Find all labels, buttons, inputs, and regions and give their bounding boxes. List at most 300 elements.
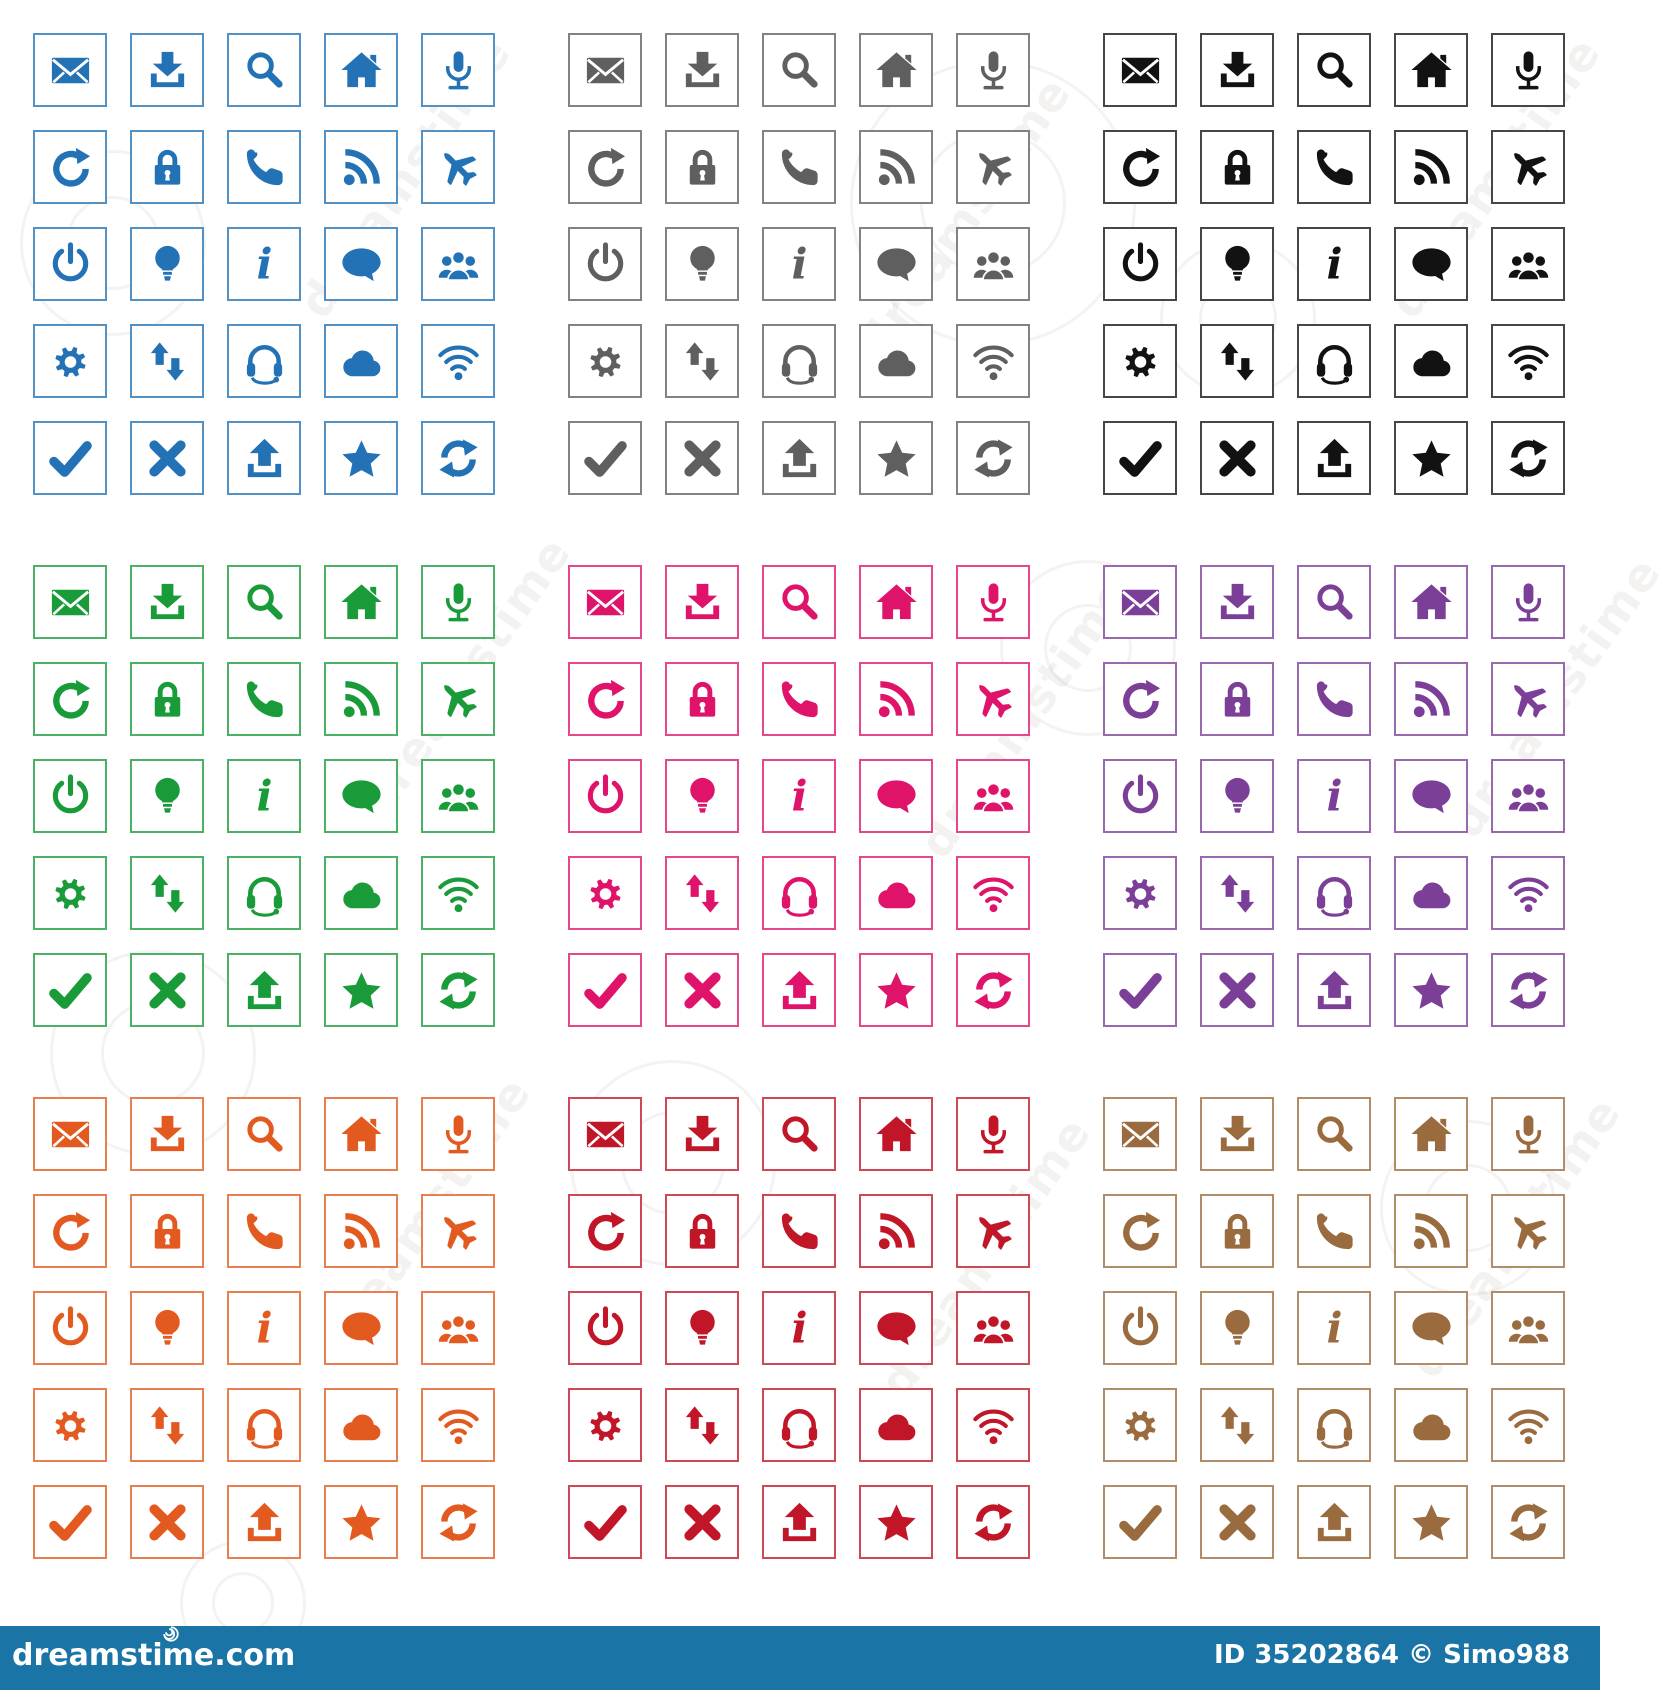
phone-icon bbox=[1311, 676, 1358, 723]
black-wifi-icon-cell bbox=[1491, 324, 1565, 398]
orange-reload-icon-cell bbox=[33, 1194, 107, 1268]
sync-icon bbox=[1505, 967, 1552, 1014]
pink-home-icon-cell bbox=[859, 565, 933, 639]
purple-headset-icon-cell bbox=[1297, 856, 1371, 930]
gray-lightbulb-icon-cell bbox=[665, 227, 739, 301]
green-transfer-arrows-icon-cell bbox=[130, 856, 204, 930]
transfer-arrows-icon bbox=[1214, 338, 1261, 385]
info-icon bbox=[241, 241, 288, 288]
orange-cross-icon-cell bbox=[130, 1485, 204, 1559]
green-mail-icon-cell bbox=[33, 565, 107, 639]
black-check-icon-cell bbox=[1103, 421, 1177, 495]
wifi-icon bbox=[435, 870, 482, 917]
purple-home-icon-cell bbox=[1394, 565, 1468, 639]
pink-info-icon-cell bbox=[762, 759, 836, 833]
search-icon bbox=[776, 579, 823, 626]
rss-icon bbox=[873, 144, 920, 191]
purple-cross-icon-cell bbox=[1200, 953, 1274, 1027]
orange-users-icon-cell bbox=[421, 1291, 495, 1365]
check-icon bbox=[47, 967, 94, 1014]
upload-icon bbox=[1311, 435, 1358, 482]
purple-cloud-icon-cell bbox=[1394, 856, 1468, 930]
cross-icon bbox=[679, 1499, 726, 1546]
power-icon bbox=[47, 1305, 94, 1352]
pink-lock-icon-cell bbox=[665, 662, 739, 736]
lightbulb-icon bbox=[1214, 1305, 1261, 1352]
airplane-icon bbox=[970, 676, 1017, 723]
gray-wifi-icon-cell bbox=[956, 324, 1030, 398]
cross-icon bbox=[679, 967, 726, 1014]
cross-icon bbox=[1214, 967, 1261, 1014]
green-lock-icon-cell bbox=[130, 662, 204, 736]
brown-download-icon-cell bbox=[1200, 1097, 1274, 1171]
gray-phone-icon-cell bbox=[762, 130, 836, 204]
lightbulb-icon bbox=[1214, 241, 1261, 288]
mail-icon bbox=[582, 47, 629, 94]
pink-star-icon-cell bbox=[859, 953, 933, 1027]
lightbulb-icon bbox=[144, 773, 191, 820]
gray-headset-icon-cell bbox=[762, 324, 836, 398]
blue-cloud-icon-cell bbox=[324, 324, 398, 398]
brown-transfer-arrows-icon-cell bbox=[1200, 1388, 1274, 1462]
black-star-icon-cell bbox=[1394, 421, 1468, 495]
black-transfer-arrows-icon-cell bbox=[1200, 324, 1274, 398]
brown-upload-icon-cell bbox=[1297, 1485, 1371, 1559]
check-icon bbox=[1117, 1499, 1164, 1546]
brown-lock-icon-cell bbox=[1200, 1194, 1274, 1268]
sync-icon bbox=[1505, 1499, 1552, 1546]
gear-icon bbox=[582, 870, 629, 917]
orange-search-icon-cell bbox=[227, 1097, 301, 1171]
pink-wifi-icon-cell bbox=[956, 856, 1030, 930]
transfer-arrows-icon bbox=[679, 870, 726, 917]
phone-icon bbox=[241, 1208, 288, 1255]
check-icon bbox=[582, 1499, 629, 1546]
black-rss-icon-cell bbox=[1394, 130, 1468, 204]
pink-search-icon-cell bbox=[762, 565, 836, 639]
purple-transfer-arrows-icon-cell bbox=[1200, 856, 1274, 930]
green-cloud-icon-cell bbox=[324, 856, 398, 930]
info-icon bbox=[241, 773, 288, 820]
purple-airplane-icon-cell bbox=[1491, 662, 1565, 736]
brown-info-icon-cell bbox=[1297, 1291, 1371, 1365]
home-icon bbox=[873, 47, 920, 94]
mail-icon bbox=[1117, 47, 1164, 94]
cross-icon bbox=[144, 1499, 191, 1546]
red-lock-icon-cell bbox=[665, 1194, 739, 1268]
users-icon bbox=[970, 241, 1017, 288]
lightbulb-icon bbox=[144, 241, 191, 288]
transfer-arrows-icon bbox=[1214, 870, 1261, 917]
chat-icon bbox=[873, 773, 920, 820]
pink-download-icon-cell bbox=[665, 565, 739, 639]
orange-rss-icon-cell bbox=[324, 1194, 398, 1268]
blue-lock-icon-cell bbox=[130, 130, 204, 204]
blue-info-icon-cell bbox=[227, 227, 301, 301]
phone-icon bbox=[776, 144, 823, 191]
info-icon bbox=[241, 1305, 288, 1352]
pink-cloud-icon-cell bbox=[859, 856, 933, 930]
home-icon bbox=[338, 47, 385, 94]
blue-download-icon-cell bbox=[130, 33, 204, 107]
brown-check-icon-cell bbox=[1103, 1485, 1177, 1559]
orange-mail-icon-cell bbox=[33, 1097, 107, 1171]
lock-icon bbox=[679, 676, 726, 723]
pink-upload-icon-cell bbox=[762, 953, 836, 1027]
lightbulb-icon bbox=[679, 241, 726, 288]
green-users-icon-cell bbox=[421, 759, 495, 833]
wifi-icon bbox=[970, 1402, 1017, 1449]
pink-sync-icon-cell bbox=[956, 953, 1030, 1027]
gear-icon bbox=[47, 870, 94, 917]
blue-microphone-icon-cell bbox=[421, 33, 495, 107]
wifi-icon bbox=[1505, 870, 1552, 917]
home-icon bbox=[1408, 1111, 1455, 1158]
purple-users-icon-cell bbox=[1491, 759, 1565, 833]
airplane-icon bbox=[435, 676, 482, 723]
purple-check-icon-cell bbox=[1103, 953, 1177, 1027]
brown-lightbulb-icon-cell bbox=[1200, 1291, 1274, 1365]
cloud-icon bbox=[338, 338, 385, 385]
brown-sync-icon-cell bbox=[1491, 1485, 1565, 1559]
red-transfer-arrows-icon-cell bbox=[665, 1388, 739, 1462]
blue-power-icon-cell bbox=[33, 227, 107, 301]
microphone-icon bbox=[970, 579, 1017, 626]
rss-icon bbox=[338, 676, 385, 723]
lightbulb-icon bbox=[1214, 773, 1261, 820]
brown-phone-icon-cell bbox=[1297, 1194, 1371, 1268]
reload-icon bbox=[1117, 676, 1164, 723]
star-icon bbox=[1408, 1499, 1455, 1546]
blue-lightbulb-icon-cell bbox=[130, 227, 204, 301]
gray-search-icon-cell bbox=[762, 33, 836, 107]
gray-reload-icon-cell bbox=[568, 130, 642, 204]
chat-icon bbox=[873, 241, 920, 288]
orange-power-icon-cell bbox=[33, 1291, 107, 1365]
black-reload-icon-cell bbox=[1103, 130, 1177, 204]
blue-gear-icon-cell bbox=[33, 324, 107, 398]
brown-power-icon-cell bbox=[1103, 1291, 1177, 1365]
phone-icon bbox=[776, 1208, 823, 1255]
airplane-icon bbox=[435, 144, 482, 191]
purple-search-icon-cell bbox=[1297, 565, 1371, 639]
orange-download-icon-cell bbox=[130, 1097, 204, 1171]
blue-transfer-arrows-icon-cell bbox=[130, 324, 204, 398]
info-icon bbox=[776, 1305, 823, 1352]
orange-airplane-icon-cell bbox=[421, 1194, 495, 1268]
red-info-icon-cell bbox=[762, 1291, 836, 1365]
headset-icon bbox=[776, 338, 823, 385]
icon-block-blue bbox=[33, 33, 495, 495]
home-icon bbox=[873, 579, 920, 626]
brown-cloud-icon-cell bbox=[1394, 1388, 1468, 1462]
icon-block-gray bbox=[568, 33, 1030, 495]
mail-icon bbox=[47, 1111, 94, 1158]
power-icon bbox=[47, 773, 94, 820]
black-chat-icon-cell bbox=[1394, 227, 1468, 301]
orange-transfer-arrows-icon-cell bbox=[130, 1388, 204, 1462]
microphone-icon bbox=[970, 47, 1017, 94]
red-headset-icon-cell bbox=[762, 1388, 836, 1462]
black-airplane-icon-cell bbox=[1491, 130, 1565, 204]
black-power-icon-cell bbox=[1103, 227, 1177, 301]
lock-icon bbox=[144, 144, 191, 191]
phone-icon bbox=[1311, 144, 1358, 191]
download-icon bbox=[679, 579, 726, 626]
black-users-icon-cell bbox=[1491, 227, 1565, 301]
chat-icon bbox=[1408, 773, 1455, 820]
rss-icon bbox=[1408, 1208, 1455, 1255]
purple-chat-icon-cell bbox=[1394, 759, 1468, 833]
purple-download-icon-cell bbox=[1200, 565, 1274, 639]
black-microphone-icon-cell bbox=[1491, 33, 1565, 107]
cloud-icon bbox=[1408, 1402, 1455, 1449]
red-cross-icon-cell bbox=[665, 1485, 739, 1559]
blue-reload-icon-cell bbox=[33, 130, 107, 204]
orange-microphone-icon-cell bbox=[421, 1097, 495, 1171]
icon-block-purple bbox=[1103, 565, 1565, 1027]
icon-sheet bbox=[33, 33, 1565, 1559]
pink-rss-icon-cell bbox=[859, 662, 933, 736]
red-gear-icon-cell bbox=[568, 1388, 642, 1462]
green-download-icon-cell bbox=[130, 565, 204, 639]
gear-icon bbox=[1117, 870, 1164, 917]
black-lock-icon-cell bbox=[1200, 130, 1274, 204]
upload-icon bbox=[241, 435, 288, 482]
blue-home-icon-cell bbox=[324, 33, 398, 107]
icon-block-green bbox=[33, 565, 495, 1027]
power-icon bbox=[47, 241, 94, 288]
upload-icon bbox=[1311, 1499, 1358, 1546]
blue-wifi-icon-cell bbox=[421, 324, 495, 398]
reload-icon bbox=[47, 1208, 94, 1255]
gray-users-icon-cell bbox=[956, 227, 1030, 301]
star-icon bbox=[873, 435, 920, 482]
orange-lock-icon-cell bbox=[130, 1194, 204, 1268]
red-users-icon-cell bbox=[956, 1291, 1030, 1365]
black-search-icon-cell bbox=[1297, 33, 1371, 107]
black-mail-icon-cell bbox=[1103, 33, 1177, 107]
gray-chat-icon-cell bbox=[859, 227, 933, 301]
blue-star-icon-cell bbox=[324, 421, 398, 495]
airplane-icon bbox=[1505, 1208, 1552, 1255]
pink-airplane-icon-cell bbox=[956, 662, 1030, 736]
search-icon bbox=[1311, 47, 1358, 94]
icon-block-orange bbox=[33, 1097, 495, 1559]
red-check-icon-cell bbox=[568, 1485, 642, 1559]
wifi-icon bbox=[970, 338, 1017, 385]
blue-airplane-icon-cell bbox=[421, 130, 495, 204]
blue-headset-icon-cell bbox=[227, 324, 301, 398]
purple-info-icon-cell bbox=[1297, 759, 1371, 833]
rss-icon bbox=[873, 1208, 920, 1255]
star-icon bbox=[873, 967, 920, 1014]
red-mail-icon-cell bbox=[568, 1097, 642, 1171]
pink-gear-icon-cell bbox=[568, 856, 642, 930]
phone-icon bbox=[241, 676, 288, 723]
pink-mail-icon-cell bbox=[568, 565, 642, 639]
black-cross-icon-cell bbox=[1200, 421, 1274, 495]
purple-star-icon-cell bbox=[1394, 953, 1468, 1027]
blue-phone-icon-cell bbox=[227, 130, 301, 204]
info-icon bbox=[776, 241, 823, 288]
brown-microphone-icon-cell bbox=[1491, 1097, 1565, 1171]
sync-icon bbox=[435, 1499, 482, 1546]
microphone-icon bbox=[1505, 579, 1552, 626]
blue-cross-icon-cell bbox=[130, 421, 204, 495]
reload-icon bbox=[47, 144, 94, 191]
icon-block-black bbox=[1103, 33, 1565, 495]
airplane-icon bbox=[435, 1208, 482, 1255]
headset-icon bbox=[776, 1402, 823, 1449]
rss-icon bbox=[338, 1208, 385, 1255]
lock-icon bbox=[1214, 676, 1261, 723]
wifi-icon bbox=[435, 338, 482, 385]
red-search-icon-cell bbox=[762, 1097, 836, 1171]
home-icon bbox=[873, 1111, 920, 1158]
info-icon bbox=[776, 773, 823, 820]
lock-icon bbox=[679, 144, 726, 191]
star-icon bbox=[338, 967, 385, 1014]
headset-icon bbox=[776, 870, 823, 917]
airplane-icon bbox=[1505, 676, 1552, 723]
orange-upload-icon-cell bbox=[227, 1485, 301, 1559]
orange-gear-icon-cell bbox=[33, 1388, 107, 1462]
watermark-bar bbox=[0, 1626, 1600, 1690]
brown-gear-icon-cell bbox=[1103, 1388, 1177, 1462]
transfer-arrows-icon bbox=[679, 338, 726, 385]
brown-search-icon-cell bbox=[1297, 1097, 1371, 1171]
airplane-icon bbox=[970, 144, 1017, 191]
gray-upload-icon-cell bbox=[762, 421, 836, 495]
orange-star-icon-cell bbox=[324, 1485, 398, 1559]
gear-icon bbox=[1117, 338, 1164, 385]
red-star-icon-cell bbox=[859, 1485, 933, 1559]
pink-lightbulb-icon-cell bbox=[665, 759, 739, 833]
gray-sync-icon-cell bbox=[956, 421, 1030, 495]
brown-users-icon-cell bbox=[1491, 1291, 1565, 1365]
cloud-icon bbox=[338, 870, 385, 917]
gray-cloud-icon-cell bbox=[859, 324, 933, 398]
blue-mail-icon-cell bbox=[33, 33, 107, 107]
upload-icon bbox=[776, 967, 823, 1014]
cross-icon bbox=[1214, 1499, 1261, 1546]
mail-icon bbox=[1117, 1111, 1164, 1158]
purple-sync-icon-cell bbox=[1491, 953, 1565, 1027]
gray-lock-icon-cell bbox=[665, 130, 739, 204]
gear-icon bbox=[582, 1402, 629, 1449]
lock-icon bbox=[144, 1208, 191, 1255]
check-icon bbox=[47, 435, 94, 482]
download-icon bbox=[1214, 47, 1261, 94]
upload-icon bbox=[776, 435, 823, 482]
star-icon bbox=[338, 1499, 385, 1546]
check-icon bbox=[1117, 435, 1164, 482]
transfer-arrows-icon bbox=[144, 338, 191, 385]
check-icon bbox=[582, 435, 629, 482]
users-icon bbox=[1505, 773, 1552, 820]
green-phone-icon-cell bbox=[227, 662, 301, 736]
gear-icon bbox=[582, 338, 629, 385]
mail-icon bbox=[582, 1111, 629, 1158]
red-chat-icon-cell bbox=[859, 1291, 933, 1365]
gray-power-icon-cell bbox=[568, 227, 642, 301]
power-icon bbox=[1117, 773, 1164, 820]
reload-icon bbox=[1117, 144, 1164, 191]
info-icon bbox=[1311, 241, 1358, 288]
green-reload-icon-cell bbox=[33, 662, 107, 736]
lock-icon bbox=[144, 676, 191, 723]
headset-icon bbox=[1311, 338, 1358, 385]
wifi-icon bbox=[1505, 338, 1552, 385]
cross-icon bbox=[1214, 435, 1261, 482]
gray-download-icon-cell bbox=[665, 33, 739, 107]
download-icon bbox=[1214, 579, 1261, 626]
pink-headset-icon-cell bbox=[762, 856, 836, 930]
watermark-text: dreamstime bbox=[288, 26, 522, 328]
pink-power-icon-cell bbox=[568, 759, 642, 833]
pink-transfer-arrows-icon-cell bbox=[665, 856, 739, 930]
star-icon bbox=[873, 1499, 920, 1546]
orange-wifi-icon-cell bbox=[421, 1388, 495, 1462]
download-icon bbox=[679, 1111, 726, 1158]
black-headset-icon-cell bbox=[1297, 324, 1371, 398]
pink-reload-icon-cell bbox=[568, 662, 642, 736]
gray-star-icon-cell bbox=[859, 421, 933, 495]
upload-icon bbox=[1311, 967, 1358, 1014]
sync-icon bbox=[970, 967, 1017, 1014]
purple-lightbulb-icon-cell bbox=[1200, 759, 1274, 833]
purple-upload-icon-cell bbox=[1297, 953, 1371, 1027]
icon-block-pink bbox=[568, 565, 1030, 1027]
red-cloud-icon-cell bbox=[859, 1388, 933, 1462]
brown-reload-icon-cell bbox=[1103, 1194, 1177, 1268]
orange-chat-icon-cell bbox=[324, 1291, 398, 1365]
orange-cloud-icon-cell bbox=[324, 1388, 398, 1462]
transfer-arrows-icon bbox=[679, 1402, 726, 1449]
gear-icon bbox=[47, 338, 94, 385]
download-icon bbox=[144, 1111, 191, 1158]
rss-icon bbox=[338, 144, 385, 191]
rss-icon bbox=[873, 676, 920, 723]
phone-icon bbox=[1311, 1208, 1358, 1255]
green-lightbulb-icon-cell bbox=[130, 759, 204, 833]
cloud-icon bbox=[338, 1402, 385, 1449]
upload-icon bbox=[776, 1499, 823, 1546]
home-icon bbox=[338, 579, 385, 626]
brown-cross-icon-cell bbox=[1200, 1485, 1274, 1559]
microphone-icon bbox=[435, 47, 482, 94]
green-sync-icon-cell bbox=[421, 953, 495, 1027]
orange-home-icon-cell bbox=[324, 1097, 398, 1171]
rss-icon bbox=[1408, 676, 1455, 723]
cloud-icon bbox=[1408, 870, 1455, 917]
users-icon bbox=[1505, 1305, 1552, 1352]
gray-mail-icon-cell bbox=[568, 33, 642, 107]
pink-cross-icon-cell bbox=[665, 953, 739, 1027]
green-microphone-icon-cell bbox=[421, 565, 495, 639]
microphone-icon bbox=[1505, 47, 1552, 94]
brown-headset-icon-cell bbox=[1297, 1388, 1371, 1462]
red-download-icon-cell bbox=[665, 1097, 739, 1171]
mail-icon bbox=[47, 47, 94, 94]
cross-icon bbox=[144, 967, 191, 1014]
search-icon bbox=[776, 1111, 823, 1158]
brown-airplane-icon-cell bbox=[1491, 1194, 1565, 1268]
lock-icon bbox=[1214, 1208, 1261, 1255]
purple-lock-icon-cell bbox=[1200, 662, 1274, 736]
cloud-icon bbox=[1408, 338, 1455, 385]
